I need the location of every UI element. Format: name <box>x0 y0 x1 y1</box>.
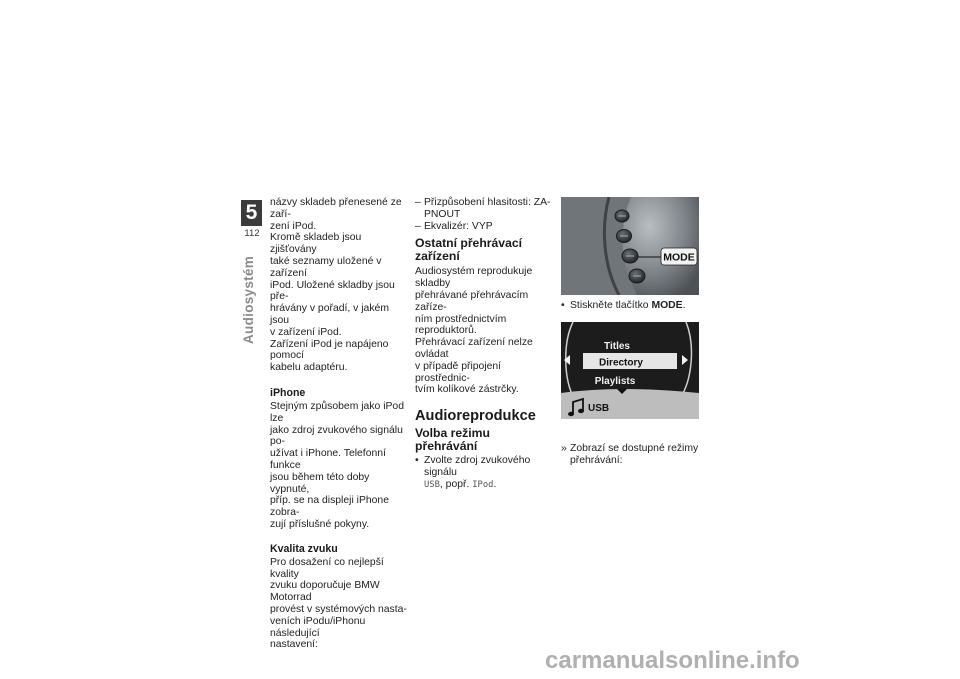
dash-marker: – <box>415 220 421 232</box>
text-line: Přehrávací zařízení nelze ovládat <box>415 337 533 360</box>
source-ipod-code: IPod <box>472 479 494 490</box>
iphone-paragraph <box>270 401 408 531</box>
text-line: Stejným způsobem jako iPod lze <box>270 400 404 424</box>
column-middle <box>415 197 555 492</box>
display-illustration <box>561 322 699 419</box>
text-line: zvuku doporučuje BMW Motorrad <box>270 580 380 604</box>
text-line: užívat i iPhone. Telefonní funkce <box>270 448 386 471</box>
text-line: iPod. Uložené skladby jsou pře- <box>270 279 395 303</box>
sentence-end: . <box>493 478 497 490</box>
press-mode-step <box>561 300 701 312</box>
text-line: zařízení <box>415 249 460 264</box>
press-mode-text: Stiskněte tlačítko <box>570 300 652 311</box>
text-line: v případě připojení prostřednic- <box>415 360 502 384</box>
text-line: veních iPodu/iPhonu následující <box>270 615 366 639</box>
mode-option-playlists: Playlists <box>594 376 636 387</box>
mode-callout-label: MODE <box>663 251 695 264</box>
setting-item <box>415 221 555 233</box>
text-line: zení iPod. <box>270 220 317 232</box>
text-line: Ostatní přehrávací <box>415 236 523 251</box>
iphone-heading: iPhone <box>270 386 306 399</box>
power-paragraph <box>270 339 408 374</box>
display-source-label: USB <box>588 403 610 414</box>
text-line: ním prostřednictvím reproduktorů. <box>415 313 507 337</box>
text-line: přehrávané přehrávacím zaříze- <box>415 289 529 313</box>
text-line: Zobrazí se dostupné režimy <box>570 443 699 454</box>
text-line: tvím kolíkové zástrčky. <box>415 384 519 396</box>
text-line: zují příslušné pokyny. <box>270 518 370 530</box>
display-source-bar <box>561 393 699 419</box>
other-players-paragraph <box>415 266 555 396</box>
text-line: Audiosystém reprodukuje skladby <box>415 266 533 290</box>
source-usb-code: USB <box>424 479 440 490</box>
mode-button-photo <box>561 197 699 295</box>
mode-option-titles: Titles <box>604 341 630 352</box>
setting-text <box>424 197 550 221</box>
text-line: jsou během této doby vypnuté, <box>270 471 370 495</box>
press-mode-bold: MODE <box>651 300 683 311</box>
text-line: názvy skladeb přenesené ze zaří- <box>270 197 402 220</box>
text-line: Přizpůsobení hlasitosti: ZA- <box>424 197 551 208</box>
result-marker: » <box>561 443 567 454</box>
intro-paragraph <box>270 197 408 232</box>
text-line: také seznamy uložené v zařízení <box>270 255 382 279</box>
dash-marker: – <box>415 197 421 208</box>
text-line: Pro dosažení co nejlepší kvality <box>270 556 384 580</box>
text-line: PNOUT <box>424 208 461 220</box>
quality-heading: Kvalita zvuku <box>270 542 338 555</box>
column-left <box>270 197 408 651</box>
source-separator: , popř. <box>439 478 473 490</box>
result-text <box>570 443 698 467</box>
settings-list <box>415 197 555 232</box>
watermark: carmanualsonline.info <box>545 647 800 674</box>
handlebar-controls-illustration <box>561 197 699 295</box>
text-line: Zařízení iPod je napájeno pomocí <box>270 338 389 362</box>
text-line: v zařízení iPod. <box>270 326 342 338</box>
text-line: jako zdroj zvukového signálu po- <box>270 424 403 448</box>
bullet-marker: • <box>561 300 565 311</box>
mode-heading: Volba režimu přehrávání <box>415 426 490 454</box>
other-players-heading <box>415 237 555 263</box>
text-line: hrávány v pořadí, v jakém jsou <box>270 303 389 326</box>
text-line: přehrávání: <box>570 454 623 466</box>
result-step <box>561 443 701 467</box>
page-number: 112 <box>244 228 260 239</box>
setting-text <box>424 221 493 233</box>
chapter-tab: 5 <box>241 200 262 226</box>
text-line: Kromě skladeb jsou zjišťovány <box>270 232 362 256</box>
mode-option-directory: Directory <box>599 357 643 369</box>
select-source-step <box>415 455 555 491</box>
setting-item <box>415 197 555 221</box>
audio-heading: Audioreprodukce <box>415 408 536 425</box>
text-line: provést v systémových nasta- <box>270 603 407 615</box>
select-source-text: Zvolte zdroj zvukového signálu <box>424 455 531 478</box>
bullet-marker: • <box>415 455 419 467</box>
sentence-end: . <box>682 300 686 311</box>
text-line: kabelu adaptéru. <box>270 362 348 374</box>
section-title: Audiosystém <box>241 255 256 344</box>
text-line: Ekvalizér: VYP <box>424 220 493 232</box>
playback-mode-display <box>561 322 699 419</box>
text-line: příp. se na displeji iPhone zobra- <box>270 495 389 519</box>
text-line: nastavení: <box>270 639 318 651</box>
quality-paragraph <box>270 557 408 651</box>
tracklist-paragraph <box>270 232 408 338</box>
